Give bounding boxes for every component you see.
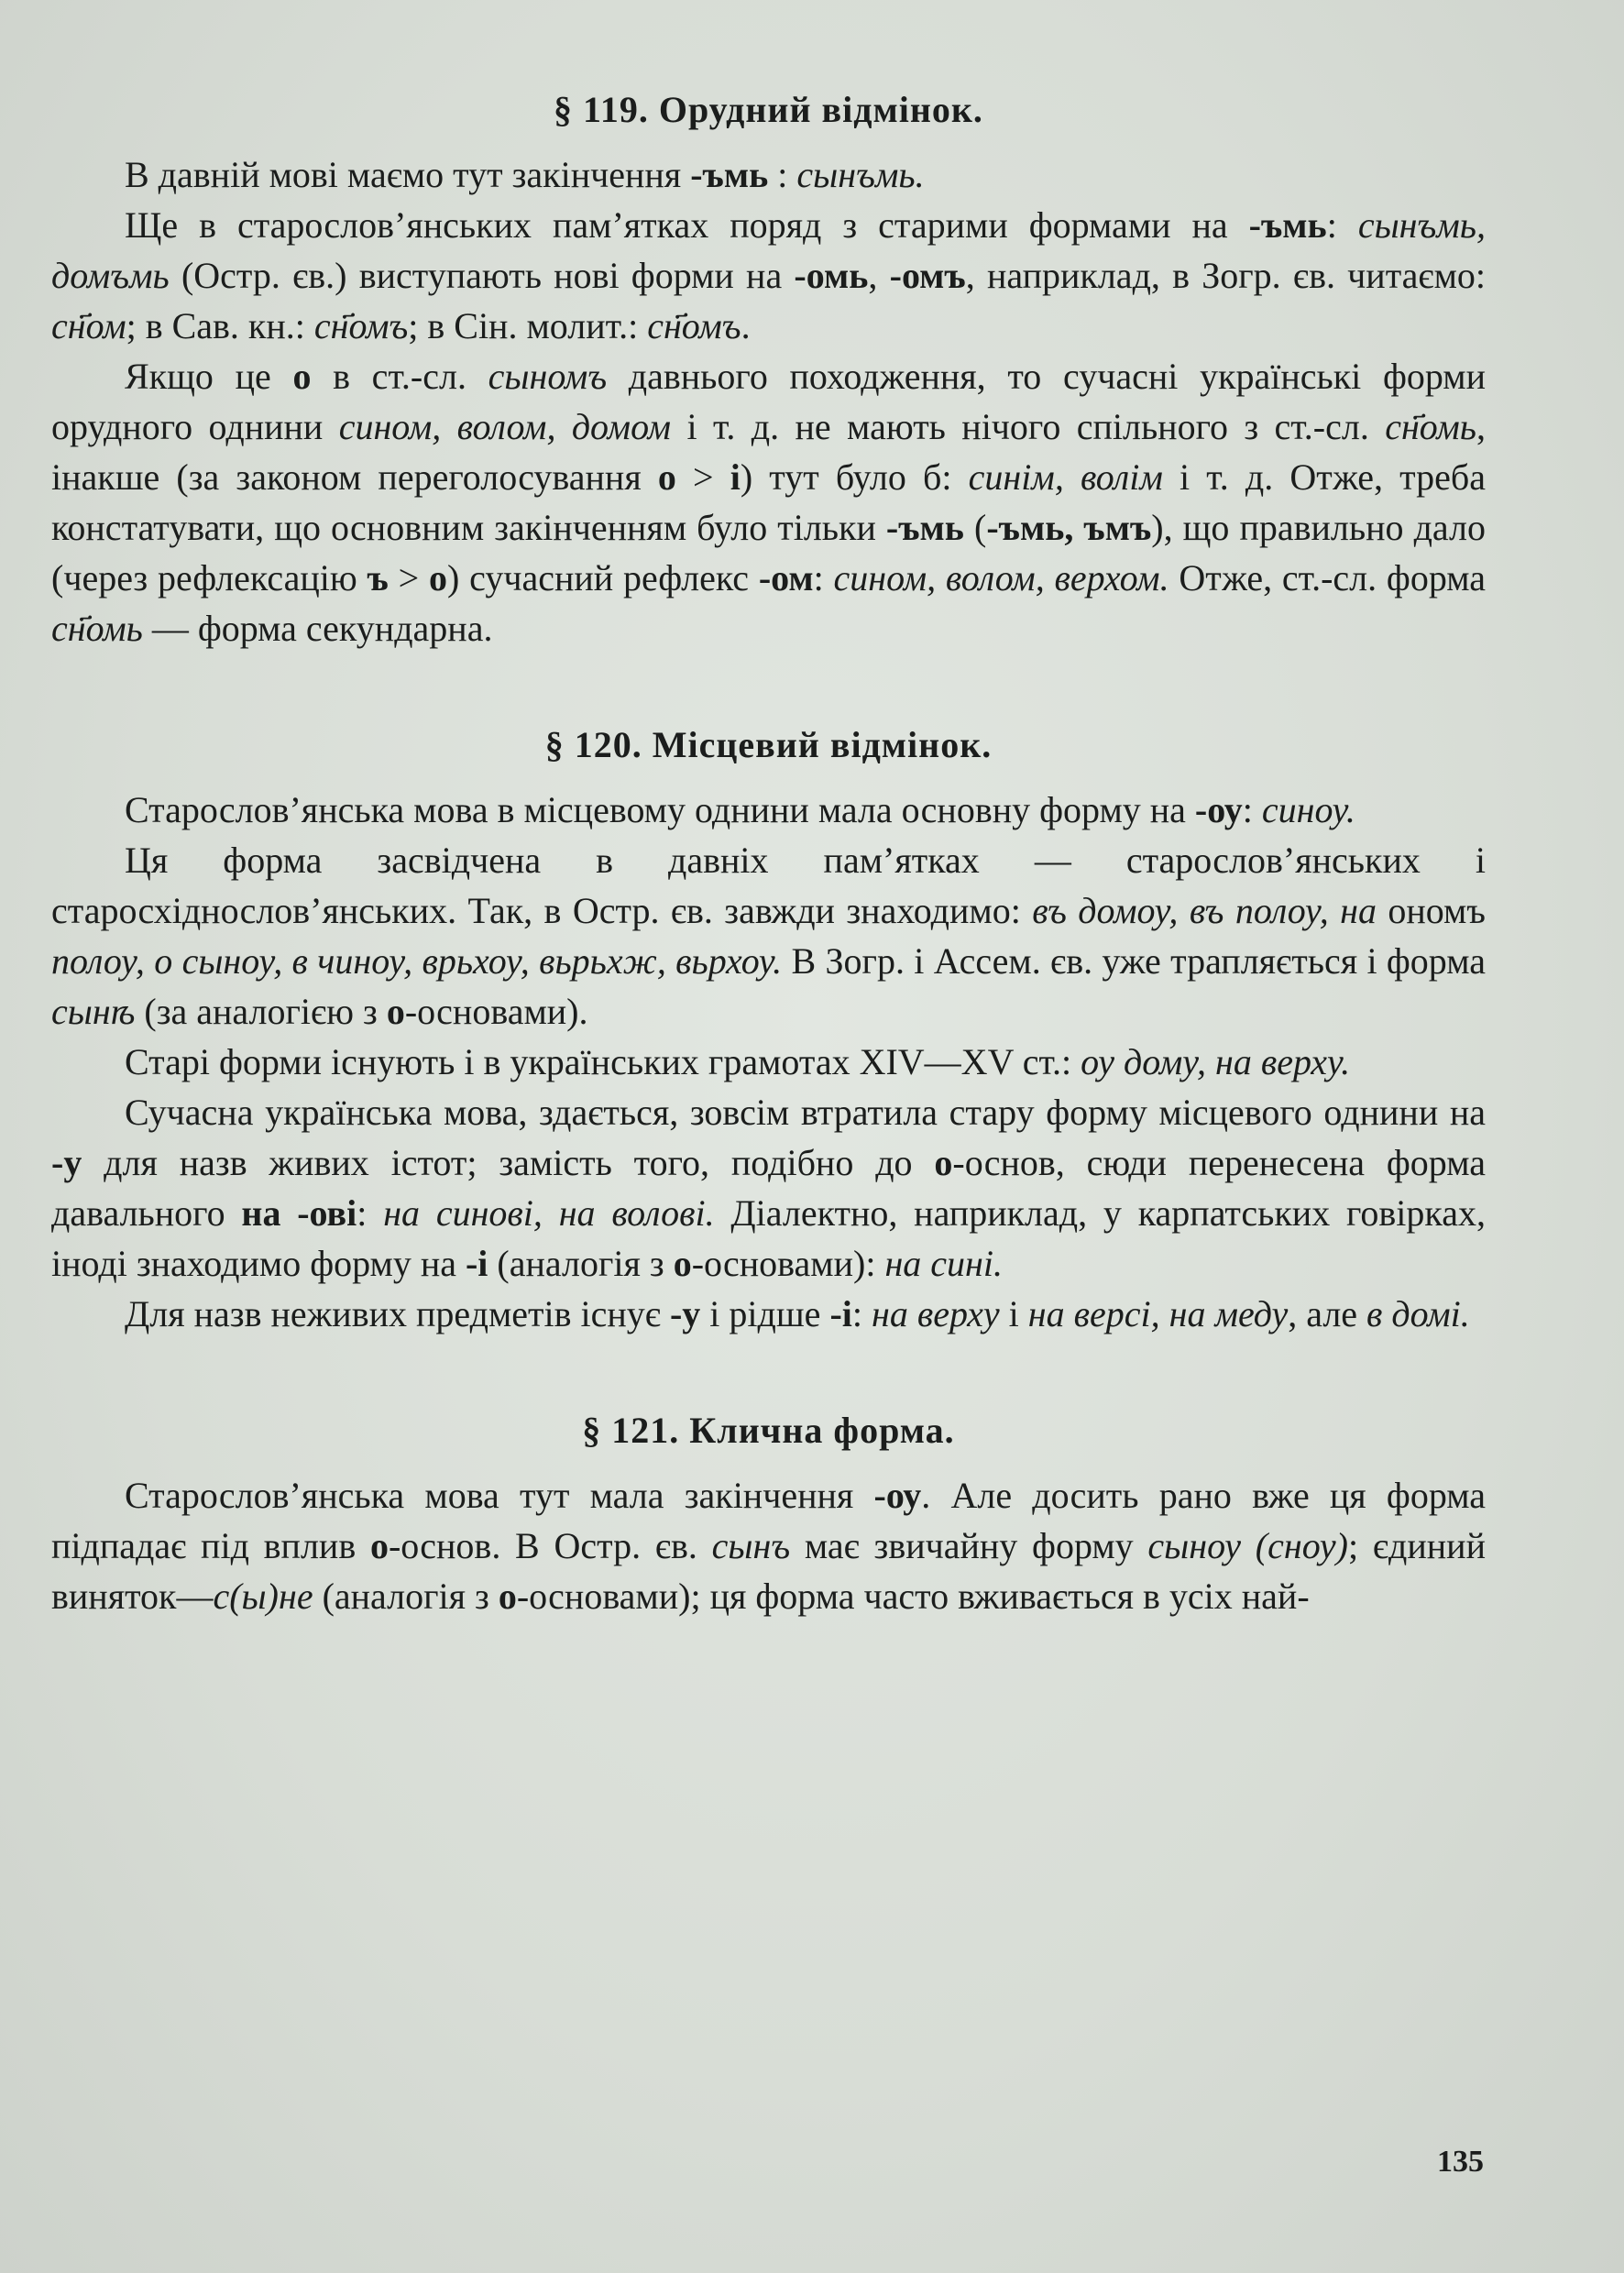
section-119-title: § 119. Орудний відмінок. <box>554 89 983 130</box>
paragraph: В давній мові маємо тут закінчення -ъмь : сынъмь. <box>125 154 925 195</box>
paragraph: Ще в старослов’янських пам’ятках поряд з старими формами на -ъмь: сынъмь, домъмь (Остр. єв.) виступають нові форми на -омь, -омъ, наприклад, в Зогр. єв. читаємо: сн҃ом; в Сав. кн.: сн҃омъ; в Сін. молит.: сн҃омъ. <box>51 204 1487 346</box>
section-121-title: § 121. Кличнa форма. <box>582 1410 955 1451</box>
page-content <box>51 84 1486 1621</box>
paragraph: Сучасна українська мова, здається, зовсім втратила стару форму місцевого однини на -у для назв живих істот; замість того, подібно до о-основ, сюди перенесена форма давального на -ові: на синові, на волові. Діалектно, наприклад, у карпатських говірках, іноді знаходимо форму на -і (аналогія з о-основами): на сині. <box>51 1092 1486 1284</box>
paragraph: Старі форми існують і в українських грамотах XIV—XV ст.: оу дому, на верху. <box>125 1041 1351 1082</box>
page-number: 135 <box>1437 2145 1484 2179</box>
paragraph: Для назв неживих предметів існує -у і рідше -і: на верху і на версі, на меду, але в домі. <box>125 1293 1470 1334</box>
paragraph: Ця форма засвідчена в давніх пам’ятках — старослов’янських і старосхіднослов’янських. Так, в Остр. єв. завжди знаходимо: въ домоу, въ полоу, на ономъ полоу, о сыноу, в чиноу, врьхоу, вьрьхж, вьрхоу. В Зогр. і Ассем. єв. уже трапляється і форма сынѣ (за аналогією з о-основами). <box>51 840 1486 1032</box>
paragraph: Якщо це о в ст.-сл. сыномъ давнього походження, то сучасні українські форми орудного однини сином, волом, домом і т. д. не мають нічого спільного з ст.-сл. сн҃омь, інакше (за законом переголосування о > і) тут було б: синім, волім і т. д. Отже, треба констатувати, що основним закінченням було тільки -ъмь (-ъмь, ъмъ), що правильно дало (через рефлексацію ъ > о) сучасний рефлекс -ом: сином, волом, верхом. Отже, ст.-сл. форма сн҃омь — форма секундарна. <box>51 356 1487 649</box>
section-120-title: § 120. Місцевий відмінок. <box>544 724 993 765</box>
paragraph: Старослов’янська мова тут мала закінчення -оу. Але досить рано вже ця форма підпадає під вплив о-основ. В Остр. єв. сынъ має звичайну форму сыноу (сноу); єдиний виняток—с(ы)не (аналогія з о-основами); ця форма часто вживається в усіх най- <box>51 1475 1487 1617</box>
paragraph: Старослов’янська мова в місцевому однини мала основну форму на -оу: синоу. <box>125 789 1355 830</box>
